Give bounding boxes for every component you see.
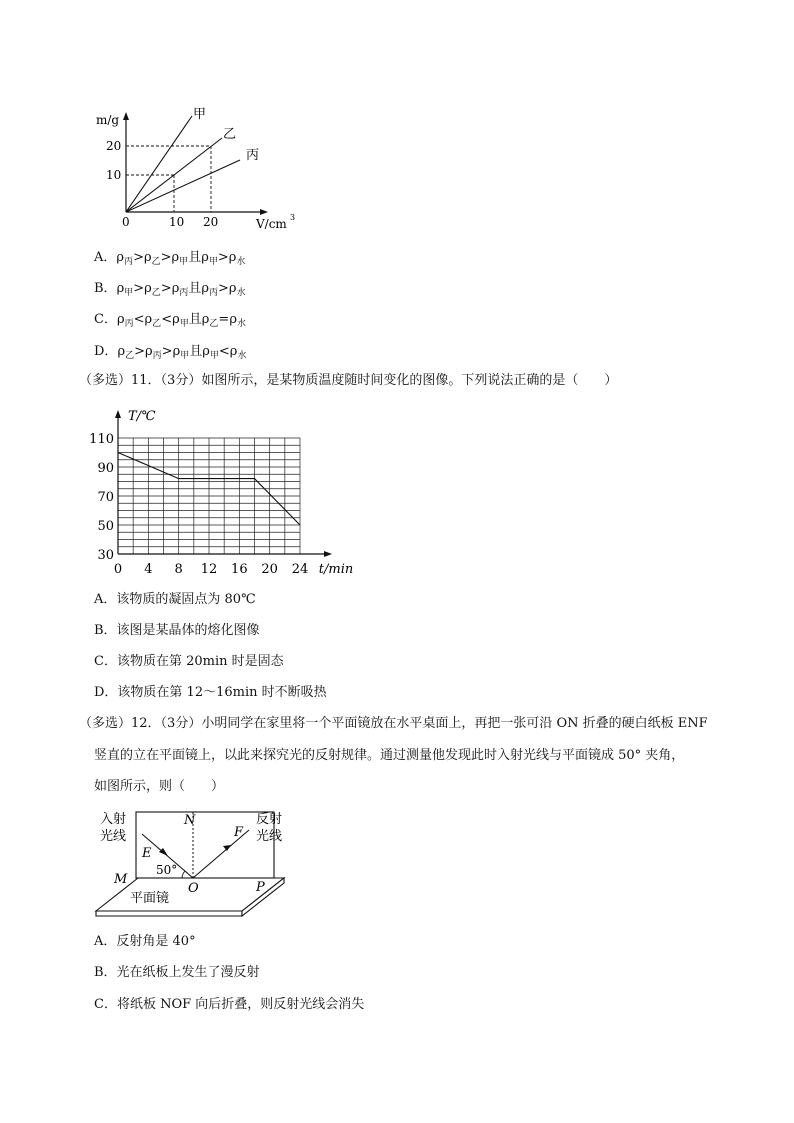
density-subscript: 甲	[179, 257, 189, 267]
point-F: F	[234, 825, 244, 840]
density-text: <ρ	[161, 312, 180, 327]
incident-label-1: 入射	[100, 812, 127, 827]
y-tick-label: 50	[97, 519, 114, 534]
option-letter: D．	[94, 344, 118, 359]
q12-stem-line-3: 如图所示，则（ ）	[94, 779, 225, 794]
reflection-figure	[92, 806, 302, 924]
q11-option-a[interactable]: A．该物质的凝固点为 80℃	[94, 592, 256, 607]
q12-option-b[interactable]: B．光在纸板上发生了漫反射	[94, 965, 260, 980]
density-subscript: 水	[236, 257, 246, 267]
density-text: >ρ	[217, 250, 237, 265]
density-subscript: 甲	[179, 319, 189, 329]
density-subscript: 水	[236, 319, 246, 329]
density-text: 且ρ	[188, 281, 210, 296]
q10-option-b[interactable]	[94, 279, 246, 299]
x-tick-0: 0	[122, 215, 130, 229]
density-subscript: 水	[236, 288, 246, 298]
q12-option-a[interactable]: A．反射角是 40°	[94, 934, 196, 949]
point-M: M	[114, 872, 128, 887]
q11-stem: （多选）11．（3分）如图所示，是某物质温度随时间变化的图像。下列说法正确的是（ ）	[79, 373, 618, 388]
point-N: N	[184, 813, 196, 828]
x-tick-label: 20	[261, 562, 278, 577]
density-subscript: 丙	[179, 288, 189, 298]
point-O: O	[188, 881, 199, 896]
q12-stem-line-1: （多选）12．（3分）小明同学在家里将一个平面镜放在水平桌面上，再把一张可沿 ON 折叠的硬白纸板 ENF	[79, 716, 708, 731]
density-subscript: 丙	[124, 319, 134, 329]
density-figure	[92, 102, 312, 232]
x-tick-20: 20	[203, 215, 219, 229]
mirror-label: 平面镜	[130, 891, 170, 906]
density-text: >ρ	[134, 344, 153, 359]
x-axis-arrow	[324, 551, 332, 557]
x-tick-label: 8	[174, 562, 183, 577]
density-subscript: 甲	[209, 351, 219, 361]
density-text: >ρ	[160, 281, 180, 296]
y-tick-20: 20	[106, 139, 122, 153]
y-tick-10: 10	[106, 168, 122, 182]
incident-label-2: 光线	[100, 829, 127, 844]
density-subscript: 甲	[180, 351, 190, 361]
reflected-label-2: 光线	[256, 829, 283, 844]
density-subscript: 甲	[208, 257, 218, 267]
x-tick-10: 10	[169, 215, 185, 229]
y-axis-label: m/g	[96, 113, 120, 127]
density-text: ρ	[116, 281, 125, 296]
y-tick-label: 110	[89, 432, 114, 447]
reflected-label-1: 反射	[256, 812, 283, 827]
q12-option-c[interactable]: C．将纸板 NOF 向后折叠，则反射光线会消失	[94, 997, 365, 1012]
q11-option-c[interactable]: C．该物质在第 20min 时是固态	[94, 654, 284, 669]
y-axis-arrow	[115, 410, 121, 418]
density-text: >ρ	[133, 250, 152, 265]
density-text: >ρ	[218, 281, 237, 296]
option-letter: B．	[94, 281, 117, 296]
y-tick-label: 70	[97, 490, 114, 505]
density-text: <ρ	[218, 344, 238, 359]
q11-option-b[interactable]: B．该图是某晶体的熔化图像	[94, 623, 260, 638]
y-tick-label: 90	[97, 461, 114, 476]
density-subscript: 丙	[124, 257, 134, 267]
q10-option-d[interactable]	[94, 342, 246, 362]
density-subscript: 甲	[124, 288, 134, 298]
y-tick-label: 30	[97, 548, 114, 563]
x-tick-label: 16	[231, 562, 248, 577]
density-subscript: 乙	[209, 319, 219, 329]
label-yi: 乙	[223, 127, 237, 142]
density-subscript: 乙	[125, 351, 135, 361]
density-text: 且ρ	[188, 250, 209, 265]
label-bing: 丙	[246, 148, 260, 163]
q10-option-a[interactable]	[94, 248, 245, 268]
option-letter: A．	[94, 250, 117, 265]
temperature-chart	[89, 400, 372, 580]
density-subscript: 乙	[151, 288, 161, 298]
density-text: ρ	[116, 312, 125, 327]
density-text: 且ρ	[189, 344, 210, 359]
x-tick-label: 24	[291, 562, 309, 577]
density-text: 且ρ	[188, 312, 210, 327]
label-jia: 甲	[193, 107, 207, 122]
density-text: >ρ	[161, 344, 181, 359]
point-E: E	[142, 846, 152, 861]
density-text: =ρ	[218, 312, 237, 327]
x-axis-label: V/cm	[256, 217, 287, 231]
density-subscript: 乙	[151, 257, 161, 267]
point-P: P	[256, 880, 265, 895]
y-axis-label: T/℃	[128, 409, 156, 424]
q12-stem-line-2: 竖直的立在平面镜上，以此来探究光的反射规律。通过测量他发现此时入射光线与平面镜成 50° 夹角，	[94, 748, 685, 763]
density-subscript: 丙	[152, 351, 162, 361]
density-subscript: 水	[237, 351, 247, 361]
angle-label: 50°	[156, 863, 178, 877]
density-subscript: 乙	[152, 319, 162, 329]
density-text: ρ	[116, 250, 125, 265]
density-subscript: 丙	[209, 288, 219, 298]
density-text: ρ	[117, 344, 126, 359]
line-jia	[126, 116, 192, 212]
density-text: >ρ	[133, 281, 152, 296]
x-tick-label: 12	[200, 562, 218, 577]
x-axis-label: t/min	[318, 562, 354, 577]
x-tick-label: 0	[113, 562, 123, 577]
x-tick-label: 4	[144, 562, 153, 577]
q11-option-d[interactable]: D．该物质在第 12～16min 时不断吸热	[94, 685, 327, 700]
x-axis-label-sup: 3	[290, 213, 296, 222]
q10-option-c[interactable]	[94, 310, 246, 330]
option-letter: C．	[94, 312, 117, 327]
density-text: <ρ	[133, 312, 153, 327]
density-text: >ρ	[160, 250, 180, 265]
